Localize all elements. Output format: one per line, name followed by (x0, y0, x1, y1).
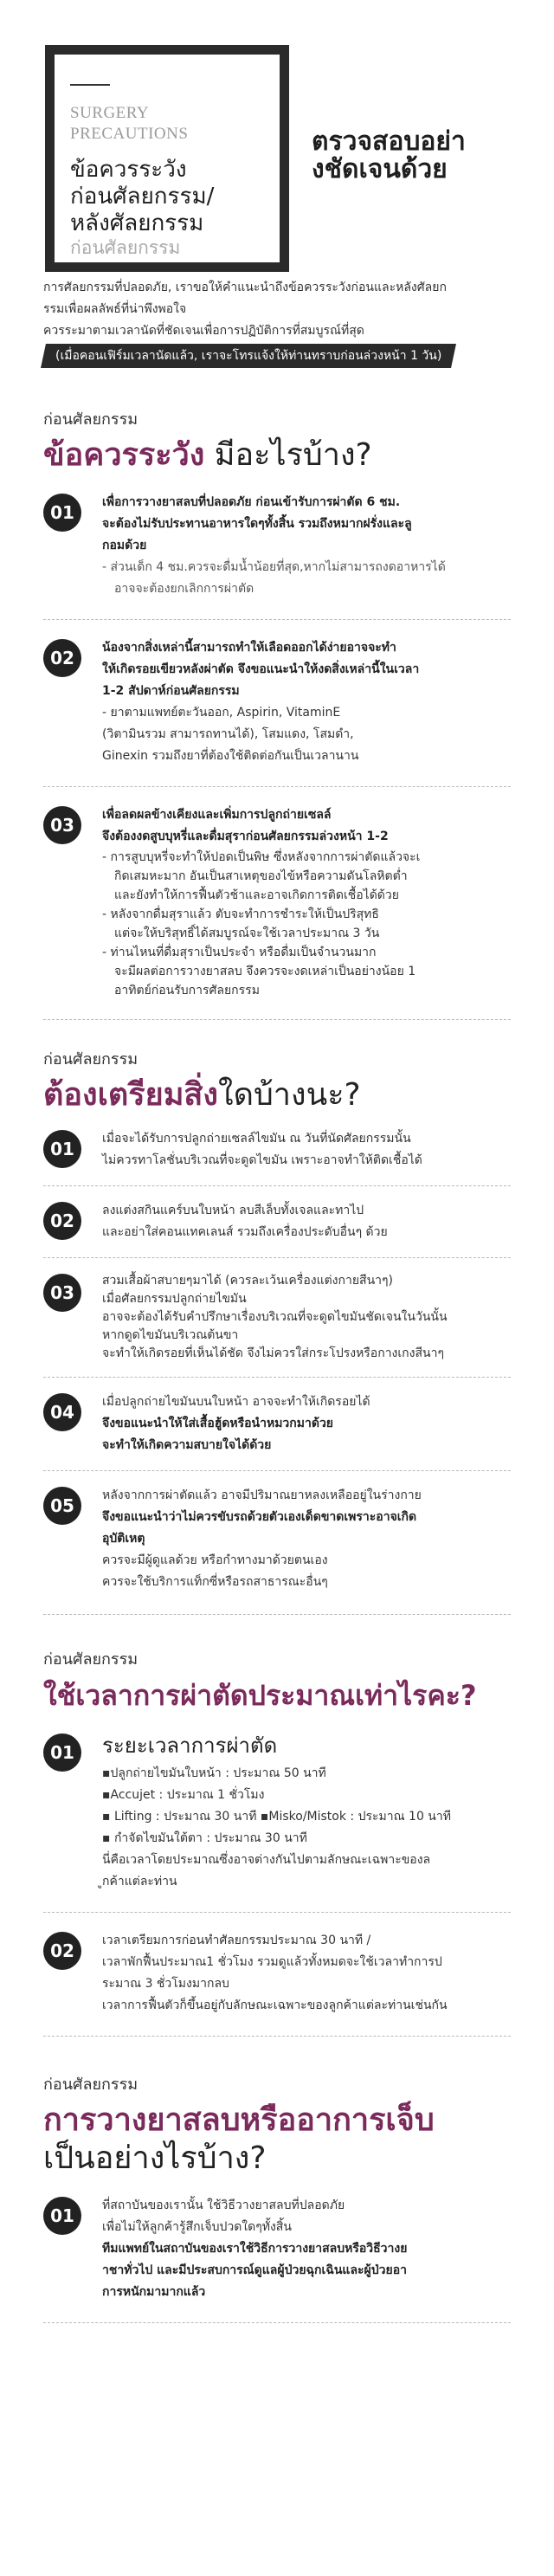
list-item (43, 1471, 511, 1614)
item-bold-line: ทีมแพทย์ในสถาบันของเราใช้วิธีการวางยาสลบหรือวิธีวางย (102, 2242, 408, 2256)
item-line: ▪ กำจัดไขมันใต้ตา : ประมาณ 30 นาที (102, 1831, 307, 1845)
step-number-badge: 02 (43, 639, 81, 677)
item-bold-line: น้องจากสิ่งเหล่านี้สามารถทำให้เลือดออกได้ง่ายอาจจะทำ (102, 641, 396, 655)
hero-th-line1: ข้อควรระวัง (70, 157, 187, 183)
section-title-accent: ข้อควรระวัง (43, 437, 205, 473)
step-number-badge: 05 (43, 1487, 81, 1525)
item-line: เวลาเตรียมการก่อนทำศัลยกรรมประมาณ 30 นาที / (102, 1934, 371, 1947)
hero-tagline-line1: ตรวจสอบอย่า (312, 126, 466, 157)
hero-th-line3: หลังศัลยกรรม (70, 210, 204, 236)
item-line: สวมเสื้อผ้าสบายๆมาได้ (ควรละเว้นเครื่องแต่งกายสีนาๆ) (102, 1274, 394, 1288)
list-item (43, 1258, 511, 1378)
hero-en-line2: PRECAUTIONS (70, 125, 189, 143)
list-item (43, 620, 511, 787)
item-line: เมื่อศัลยกรรมปลูกถ่ายไขมัน (102, 1292, 247, 1306)
list-item (43, 1378, 511, 1471)
hero-tagline (312, 128, 537, 184)
item-line: เมื่อจะได้รับการปลูกถ่ายเซลล์ไขมัน ณ วันที่นัดศัลยกรรมนั้น (102, 1132, 411, 1146)
section-preparation (0, 1046, 554, 1614)
item-line: เพื่อไม่ให้ลูกค้ารู้สึกเจ็บปวดใดๆทั้งสิ้น (102, 2220, 292, 2234)
section-title-rest: เป็นอย่างไรบ้าง? (43, 2140, 267, 2176)
hero-title (70, 157, 264, 237)
item-bold-line: จึงขอแนะนำว่าไม่ควรขับรถด้วยตัวเองเด็ดขาดเพราะอาจเกิด (102, 1510, 417, 1524)
item-note-line: กิดเสมหะมาก อันเป็นสาเหตุของไข้หรือความดันโลหิตต่ำ (114, 869, 408, 883)
section-kicker: ก่อนศัลยกรรม (43, 2076, 138, 2094)
item-bold-line: าชาทั่วไป และมีประสบการณ์ดูแลผู้ป่วยฉุกเฉินและผู้ป่วยอา (102, 2263, 407, 2277)
item-line: ระมาณ 3 ชั่วโมงมากลบ (102, 1977, 229, 1991)
section-title (43, 2101, 511, 2178)
intro-line2: รรมเพื่อผลลัพธ์ที่น่าพึงพอใจ (43, 302, 187, 316)
section-anesthesia (0, 2071, 554, 2323)
item-heading: ระยะเวลาการผ่าตัด (102, 1733, 278, 1758)
item-note-line: แต่จะให้บริสุทธิ์ได้สมบูรณ์จะใช้เวลาประมาณ 3 วัน (114, 926, 380, 940)
step-number-badge: 01 (43, 1130, 81, 1168)
intro (0, 277, 554, 368)
item-bold-line: จะต้องไม่รับประทานอาหารใดๆทั้งสิ้น รวมถึงหมากฝรั่งและลู (102, 517, 412, 531)
section-duration (0, 1646, 554, 2037)
list-item (43, 475, 511, 620)
section-title (43, 436, 511, 475)
item-body (102, 637, 511, 767)
item-line: ▪Accujet : ประมาณ 1 ชั่วโมง (102, 1788, 265, 1802)
item-line: ควรจะใช้บริการแท็กซี่หรือรถสาธารณะอื่นๆ (102, 1575, 328, 1589)
item-line: ลงแต่งสกินแคร์บนใบหน้า ลบสีเล็บทั้งเจลและทาไป (102, 1204, 364, 1217)
item-body (102, 1272, 511, 1363)
item-line: ควรจะมีผู้ดูแลด้วย หรือกำทางมาด้วยตนเอง (102, 1553, 328, 1567)
section-kicker: ก่อนศัลยกรรม (43, 410, 138, 429)
intro-bar-text: (เมื่อคอนเฟิร์มเวลานัดแล้ว, เราจะโทรแจ้งให้ท่านทราบก่อนล่วงหน้า 1 วัน) (55, 349, 442, 363)
item-bold-line: 1-2 สัปดาห์ก่อนศัลยกรรม (102, 684, 240, 698)
item-note-line: อาทิตย์ก่อนรับการศัลยกรรม (114, 984, 260, 997)
item-bold-line: เพื่อการวางยาสลบที่ปลอดภัย ก่อนเข้ารับการผ่าตัด 6 ชม. (102, 495, 401, 509)
step-number-badge: 02 (43, 1202, 81, 1240)
section-title-rest: มีอะไรบ้าง? (204, 437, 372, 473)
section-title-rest: ใดบ้างนะ? (217, 1077, 361, 1113)
item-note-line: - หลังจากดื่มสุราแล้ว ตับจะทำการชำระให้เป็นปริสุทธิ (102, 907, 379, 921)
item-body (102, 1200, 511, 1243)
section-precautions (0, 406, 554, 1020)
item-body (102, 1128, 511, 1172)
item-note-line: (วิตามินรวม สามารถทานได้), โสมแดง, โสมดำ, (102, 727, 354, 741)
list-item (43, 2178, 511, 2323)
item-note-line: - ส่วนเด็ก 4 ชม.ควรจะดื่มน้ำน้อยที่สุด,หากไม่สามารถงดอาหารได้ (102, 560, 446, 574)
hero-subtitle: ก่อนศัลยกรรม (70, 237, 181, 258)
section-kicker: ก่อนศัลยกรรม (43, 1050, 138, 1068)
item-note-line: Ginexin รวมถึงยาที่ต้องใช้ติดต่อกันเป็นเวลานาน (102, 749, 359, 763)
hero (0, 0, 554, 286)
step-number-badge: 01 (43, 1733, 81, 1772)
list-item (43, 1714, 511, 1913)
item-bold-line: เพื่อลดผลข้างเคียงและเพิ่มการปลูกถ่ายเซลล์ (102, 808, 332, 822)
intro-line3: ควรระมาตามเวลานัดที่ชัดเจนเพื่อการปฏิบัติการที่สมบูรณ์ที่สุด (43, 324, 364, 338)
hero-title-box (45, 45, 289, 272)
item-bold-line: จึงต้องงดสูบบุหรี่และดื่มสุราก่อนศัลยกรรมล่วงหน้า 1-2 (102, 830, 389, 843)
list-item (43, 787, 511, 1020)
item-note-line: - การสูบบุหรี่จะทำให้ปอดเป็นพิษ ซึ่งหลังจากการผ่าตัดแล้วจะเ (102, 850, 421, 864)
item-line: หากดูดไขมันบริเวณต้นขา (102, 1328, 239, 1342)
item-note-line: และยังทำให้การฟื้นตัวช้าและอาจเกิดการติดเชื้อได้ด้วย (114, 888, 399, 902)
step-number-badge: 01 (43, 494, 81, 532)
list-item (43, 1913, 511, 2037)
step-number-badge: 03 (43, 806, 81, 844)
step-number-badge: 01 (43, 2197, 81, 2235)
intro-line1: การศัลยกรรมที่ปลอดภัย, เราขอให้คำแนะนำถึงข้อควรระวังก่อนและหลังศัลยก (43, 281, 447, 294)
hero-tagline-line2: งชัดเจนด้วย (312, 154, 448, 184)
item-line: จะทำให้เกิดรอยที่เห็นได้ชัด จึงไม่ควรใส่กระโปรงหรือกางเกงสีนาๆ (102, 1346, 444, 1360)
item-line: เวลาพักฟื้นประมาณ1 ชั่วโมง รวมดูแล้วทั้งหมดจะใช้เวลาทำการป (102, 1955, 442, 1969)
item-body (102, 804, 511, 1000)
section-title-accent: ต้องเตรียมสิ่ง (43, 1077, 218, 1113)
item-bold-line: จึงขอแนะนำให้ใส่เสื้อฮู้ดหรือนำหมวกมาด้วย (102, 1417, 334, 1430)
item-line: ▪ปลูกถ่ายไขมันใบหน้า : ประมาณ 50 นาที (102, 1766, 326, 1780)
item-body (102, 1732, 511, 1893)
item-body (102, 1391, 511, 1456)
item-body (102, 1930, 511, 2017)
step-number-badge: 04 (43, 1393, 81, 1431)
item-note-line: อาจจะต้องยกเลิกการผ่าตัด (114, 582, 254, 596)
item-bold-line: กอมด้วย (102, 539, 147, 552)
section-kicker: ก่อนศัลยกรรม (43, 1650, 138, 1669)
intro-highlight-bar (41, 344, 456, 368)
item-line: ▪ Lifting : ประมาณ 30 นาที ▪Misko/Mistok : ประมาณ 10 นาที (102, 1810, 451, 1824)
item-bold-line: อุบัติเหตุ (102, 1532, 145, 1546)
item-line: เมื่อปลูกถ่ายไขมันบนใบหน้า อาจจะทำให้เกิดรอยได้ (102, 1395, 370, 1409)
item-note-line: - ท่านไหนที่ดื่มสุราเป็นประจำ หรือดื่มเป็นจำนวนมาก (102, 946, 377, 959)
list-item (43, 1186, 511, 1258)
section-title (43, 1076, 511, 1114)
item-body (102, 1485, 511, 1593)
item-line: และอย่าใส่คอนแทคเลนส์ รวมถึงเครื่องประดับอื่นๆ ด้วย (102, 1225, 388, 1239)
item-line: ูกค้าแต่ละท่าน (102, 1875, 177, 1888)
step-number-badge: 03 (43, 1274, 81, 1312)
item-line: หลังจากการผ่าตัดแล้ว อาจมีปริมาณยาหลงเหลืออยู่ในร่างกาย (102, 1488, 422, 1502)
item-note-line: จะมีผลต่อการวางยาสลบ จึงควรจะงดเหล่าเป็นอย่างน้อย 1 (114, 965, 416, 978)
item-line: นี่คือเวลาโดยประมาณซึ่งอาจต่างกันไปตามลักษณะเฉพาะของล (102, 1853, 431, 1867)
step-number-badge: 02 (43, 1932, 81, 1970)
item-line: เวลาการฟื้นตัวก็ขึ้นอยู่กับลักษณะเฉพาะของลูกค้าแต่ละท่านเช่นกัน (102, 1998, 448, 2012)
item-body (102, 492, 511, 600)
section-title-accent: การวางยาสลบหรืออาการเจ็บ (43, 2102, 435, 2138)
item-line: อาจจะต้องได้รับคำปรึกษาเรื่องบริเวณที่จะดูดไขมันชัดเจนในวันนั้น (102, 1310, 448, 1324)
hero-en-line1: SURGERY (70, 104, 150, 122)
hero-divider (70, 84, 110, 86)
list-item (43, 1114, 511, 1186)
section-divider (43, 1614, 511, 1615)
item-note-line: - ยาตามแพทย์ตะวันออก, Aspirin, VitaminE (102, 706, 341, 720)
hero-th-line2: ก่อนศัลยกรรม/ (70, 184, 215, 210)
section-title-accent: ใช้เวลาการผ่าตัดประมาณเท่าไรคะ? (43, 1679, 477, 1712)
item-body (102, 2195, 511, 2303)
item-bold-line: ให้เกิดรอยเขียวหลังผ่าตัด จึงขอแนะนำให้งดสิ่งเหล่านี้ในเวลา (102, 662, 420, 676)
item-bold-line: การหนักมามากแล้ว (102, 2285, 206, 2299)
item-bold-line: จะทำให้เกิดความสบายใจได้ด้วย (102, 1438, 272, 1452)
item-line: ไม่ควรทาโลชั่นบริเวณที่จะดูดไขมัน เพราะอาจทำให้ติดเชื้อได้ (102, 1153, 422, 1167)
item-line: ที่สถาบันของเรานั้น ใช้วิธีวางยาสลบที่ปลอดภัย (102, 2198, 345, 2212)
section-title (43, 1676, 511, 1714)
